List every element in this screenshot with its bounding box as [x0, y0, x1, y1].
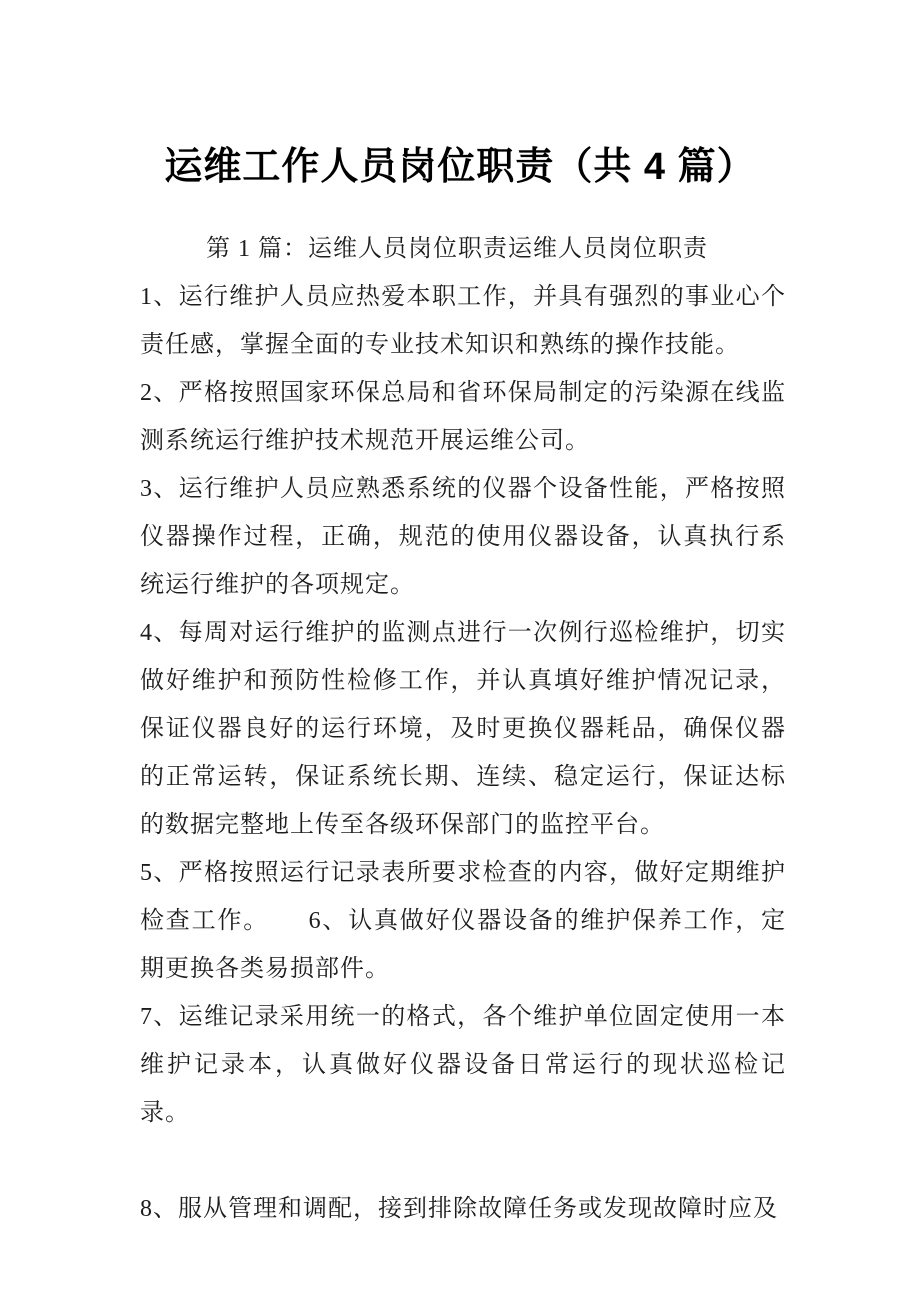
paragraph-2: 2、严格按照国家环保总局和省环保局制定的污染源在线监测系统运行维护技术规范开展运维公司。: [140, 380, 786, 454]
document-body: [140, 225, 786, 1233]
document-title: 运维工作人员岗位职责（共 4 篇）: [164, 146, 756, 188]
paragraph-1: 1、运行维护人员应热爱本职工作，并具有强烈的事业心个责任感，掌握全面的专业技术知识和熟练的操作技能。: [140, 284, 786, 358]
paragraph-7: 7、运维记录采用统一的格式，各个维护单位固定使用一本维护记录本，认真做好仪器设备日常运行的现状巡检记录。: [140, 1004, 786, 1126]
paragraph-3: 3、运行维护人员应熟悉系统的仪器个设备性能，严格按照仪器操作过程，正确，规范的使用仪器设备，认真执行系统运行维护的各项规定。: [140, 476, 786, 598]
paragraph-5-6: 5、严格按照运行记录表所要求检查的内容，做好定期维护检查工作。 6、认真做好仪器设备的维护保养工作，定期更换各类易损部件。: [140, 860, 786, 982]
paragraph-4: 4、每周对运行维护的监测点进行一次例行巡检维护，切实做好维护和预防性检修工作，并认真填好维护情况记录，保证仪器良好的运行环境，及时更换仪器耗品，确保仪器的正常运转，保证系统长期、连续、稳定运行，保证达标的数据完整地上传至各级环保部门的监控平台。: [140, 620, 786, 838]
section-heading: 第 1 篇：运维人员岗位职责运维人员岗位职责: [206, 236, 708, 262]
paragraph-8: 8、服从管理和调配，接到排除故障任务或发现故障时应及: [140, 1196, 778, 1222]
